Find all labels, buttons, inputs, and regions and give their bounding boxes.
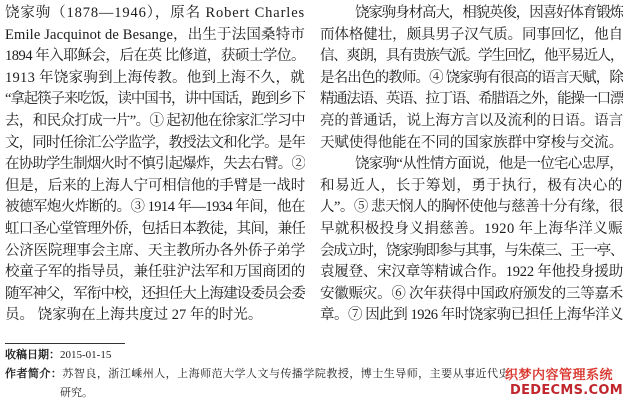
right-column-line: 是名出色的教师。④ 饶家驹有很高的语言天赋，除: [320, 69, 623, 86]
left-column-line: 但是，后来的上海人宁可相信他的手臂是一战时: [5, 177, 305, 194]
left-column-line: 校童子军的指导员，兼任驻沪法军和万国商团的: [5, 264, 305, 281]
author-bio-text: 苏智良，浙江嵊州人，上海师范大学人文与传播学院教授，博士生导师，主要从事近代史: [62, 368, 510, 380]
author-bio-continuation: 研究。: [60, 387, 93, 399]
watermark-url: DEDECMS.COM: [510, 383, 623, 398]
right-column-line: 饶家驹“从性情方面说，他是一位宅心忠厚，: [355, 156, 623, 173]
left-column: [5, 3, 305, 327]
right-column-line: 亮的普通话，说上海方言以及流利的日语。语言: [320, 112, 623, 129]
left-column-line: 1894 年入耶稣会，后在英 比修道，获硕士学位。: [5, 48, 305, 65]
author-bio-line: [5, 366, 510, 382]
watermark-title: 织梦内容管理系统: [505, 368, 614, 383]
right-column-line: 安徽赈灾。⑥ 次年获得中国政府颁发的三等嘉禾: [320, 285, 623, 302]
right-column-line: 饶家驹身材高大，相貌英俊，因喜好体育锻炼: [355, 5, 623, 21]
right-column-line: 早就积极投身义捐慈善。1920 年上海华洋义赈: [320, 220, 623, 237]
left-column-line: 随军神父，军衔中校，还担任大上海建设委员会委: [5, 285, 305, 302]
left-column-line: 文，同时任徐汇公学监学，教授法文和化学。是年: [5, 134, 305, 151]
left-column-line: 被德军炮火炸断的。③ 1914 年—1934 年间，他在: [5, 199, 305, 216]
right-column-line: 精通法语、英语、拉丁语、希腊语之外，能操一口漂: [320, 91, 623, 108]
left-column-line: “拿起筷子来吃饭，读中国书，讲中国话，跑到乡下: [5, 91, 305, 108]
right-column-line: 人”。⑤ 悲天悯人的胸怀使他与慈善十分有缘，很: [320, 199, 623, 216]
left-column-line: 去，和民众打成一片”。① 起初他在徐家汇学习中: [5, 112, 305, 129]
right-column-line: 会成立时，饶家驹即参与其事，与朱葆三、王一亭、: [320, 242, 623, 259]
left-column-line: 在协助学生制烟火时不慎引起爆炸，失去右臂。②: [5, 156, 305, 173]
left-column-line: 饶家驹（1878—1946），原名 Robert Charles: [5, 5, 305, 21]
right-column-line: 章。⑦ 因此到 1926 年时饶家驹已担任上海华洋义: [320, 307, 623, 324]
left-column-line: 虹口圣心堂管理外侨，包括日本教徒，其间，兼任: [5, 220, 305, 237]
right-column-line: 和易近人，长于筹划，勇于执行，极有决心的: [320, 177, 623, 194]
right-column: [320, 3, 623, 327]
right-column-line: 天赋使得他能在不同的国家族群中穿梭与交流。: [320, 134, 623, 151]
received-date-label: 收稿日期：: [5, 349, 60, 361]
right-column-line: 袁履登、宋汉章等精诚合作。1922 年他投身援助: [320, 264, 623, 281]
left-column-line: 1913 年饶家驹到上海传教。他到上海不久，就: [5, 69, 305, 86]
right-column-line: 信、爽朗，具有贵族气派。学生回忆，他平易近人，: [320, 48, 623, 65]
left-column-line: Emile Jacquinot de Besange，出生于法国桑特市: [5, 26, 305, 43]
footnote-divider: [5, 343, 125, 344]
author-bio-label: 作者简介：: [5, 368, 63, 380]
left-column-line: 员。 饶家驹在上海共度过 27 年的时光。: [5, 307, 263, 324]
received-date-value: 2015-01-15: [60, 349, 112, 361]
left-column-line: 公济医院理事会主席、天主教所办各外侨子弟学: [5, 242, 305, 259]
right-column-line: 而体格健壮，颇具男子汉气质。同事回忆，他自: [320, 26, 623, 43]
received-date-line: [5, 348, 205, 363]
